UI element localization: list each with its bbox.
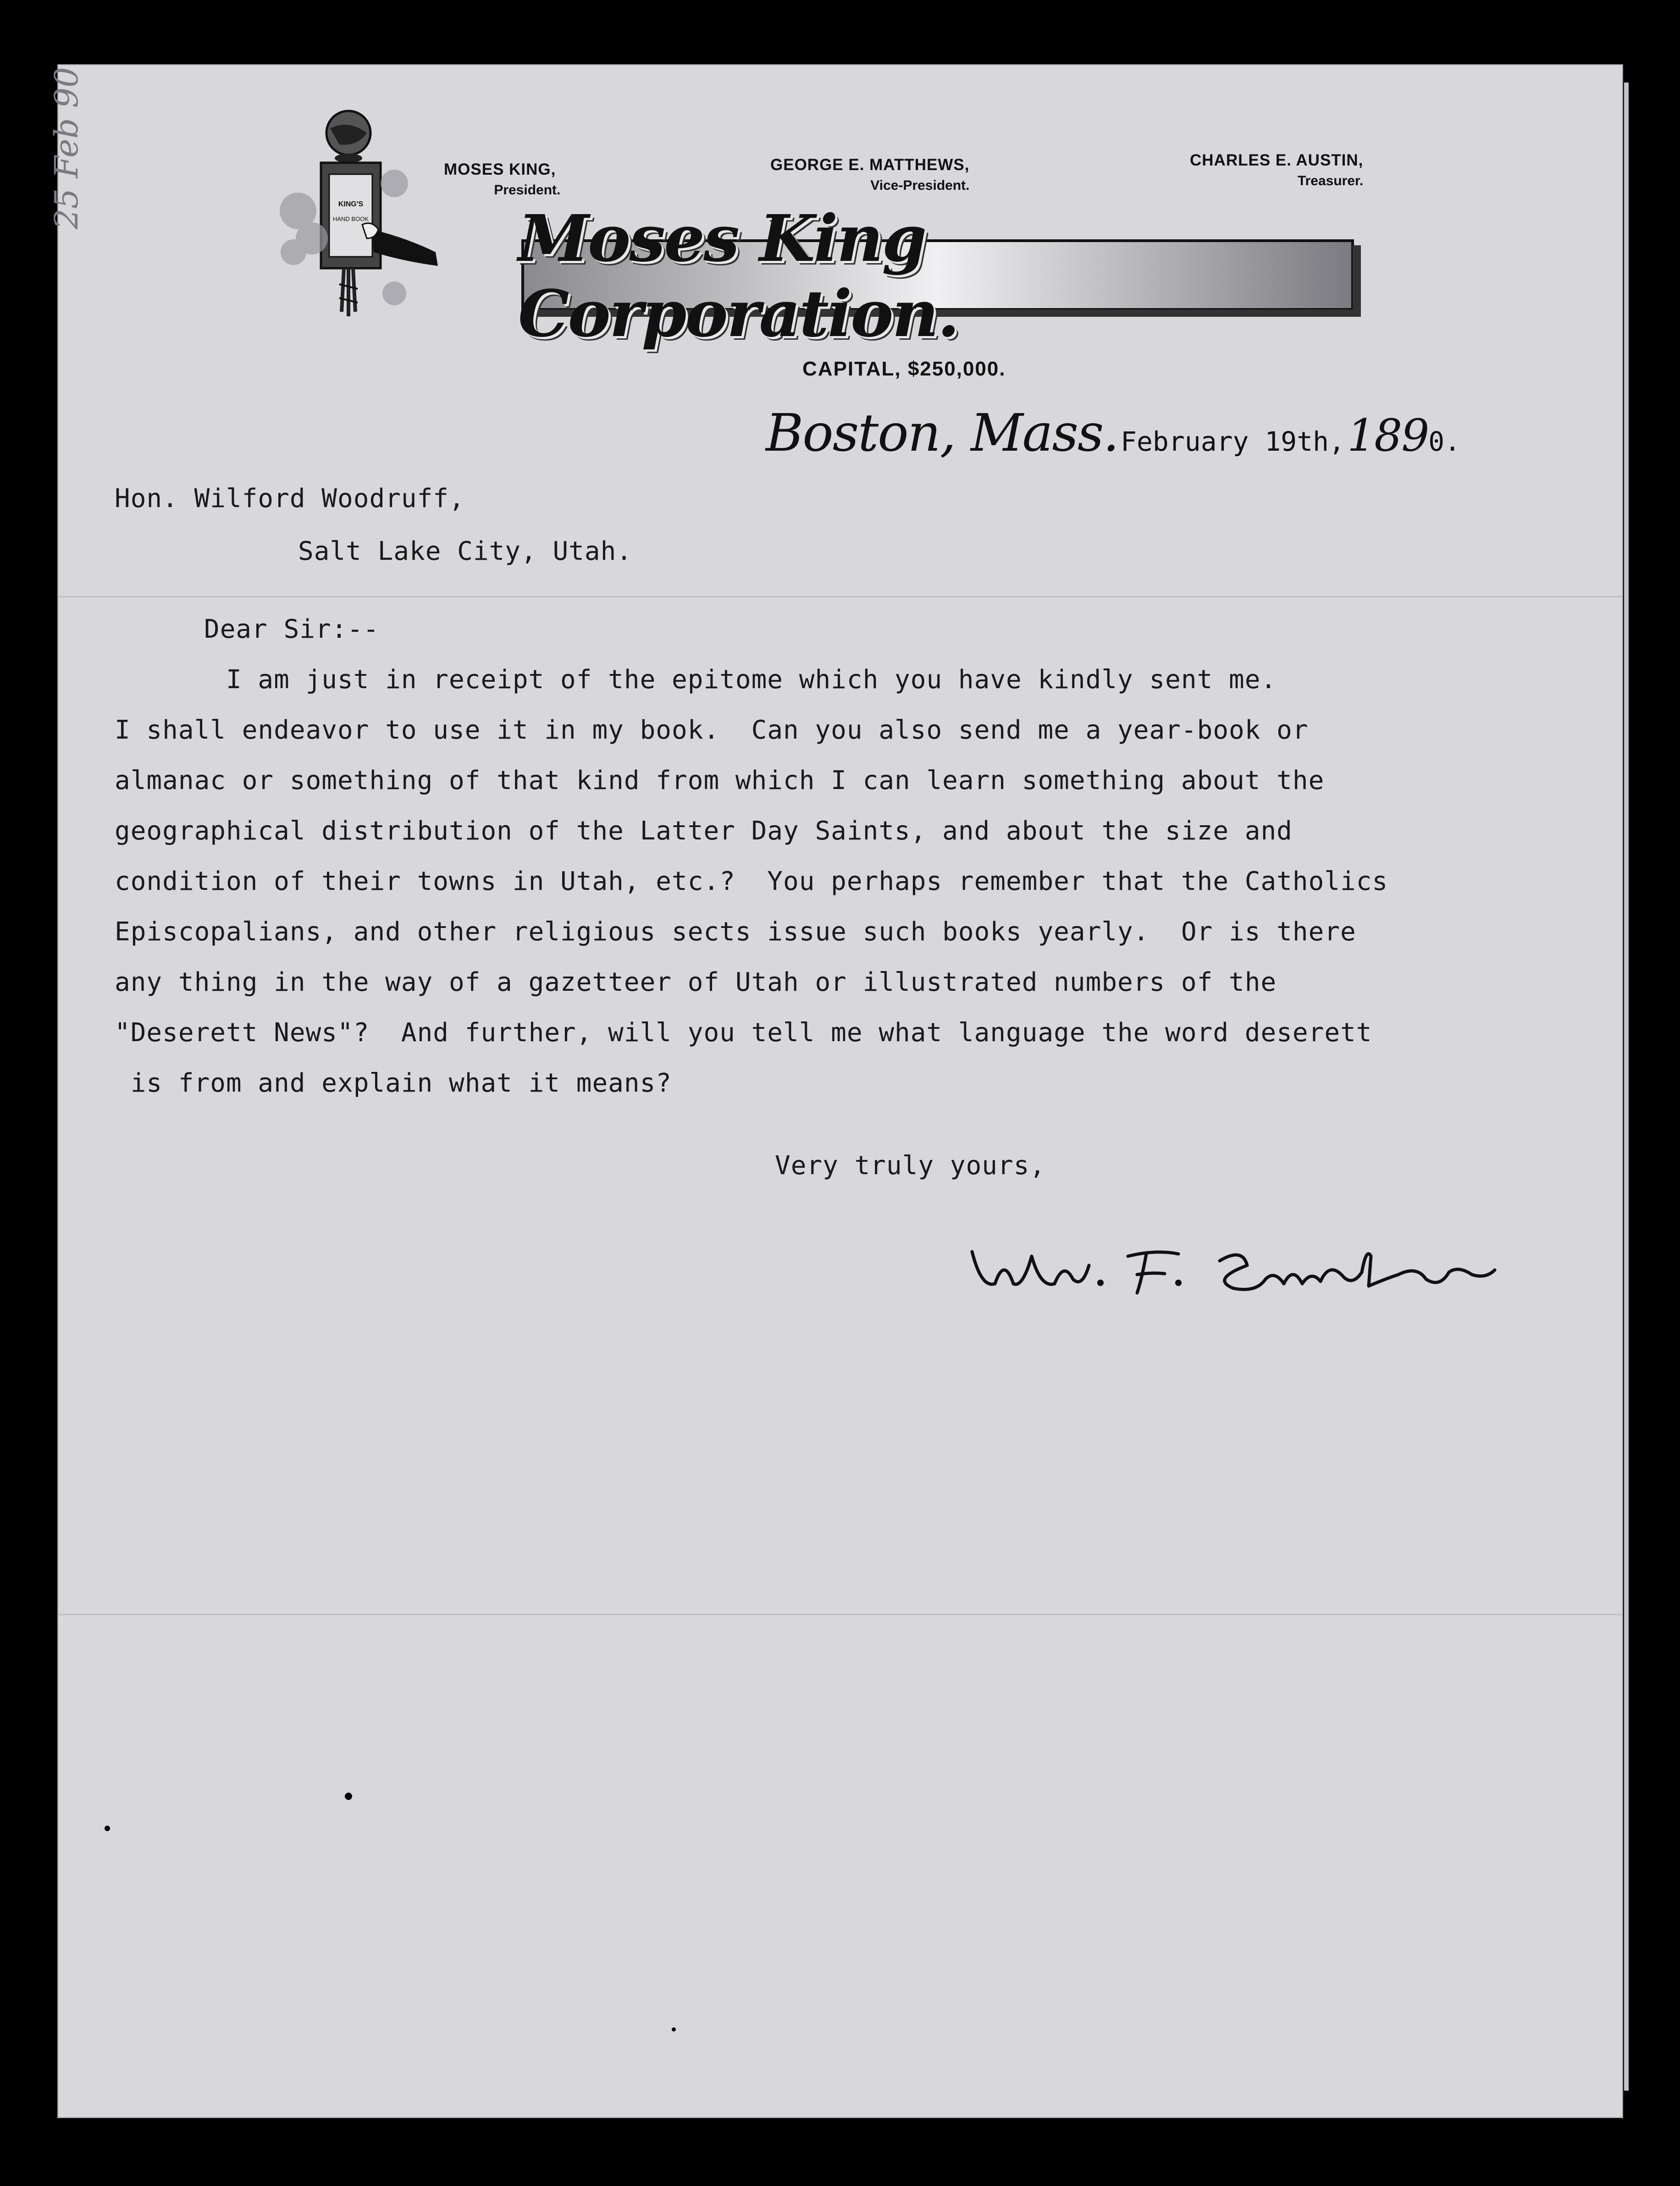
emblem-label: KING'S (338, 200, 364, 208)
officer-name: CHARLES E. AUSTIN, (1190, 151, 1364, 169)
company-name: Moses King Corporation. (518, 201, 959, 352)
scan-speck (345, 1793, 352, 1800)
recipient-name: Hon. Wilford Woodruff, (115, 484, 465, 513)
body-line: almanac or something of that kind from which I can learn something about the (115, 766, 1325, 795)
officer-vice-president (770, 156, 969, 193)
dateline-place: Boston, Mass. (766, 403, 1118, 463)
body-line: condition of their towns in Utah, etc.? You perhaps remember that the Catholics (115, 867, 1388, 896)
body-line: any thing in the way of a gazetteer of Utah or illustrated numbers of the (115, 967, 1277, 997)
body-line: I am just in receipt of the epitome which you have kindly sent me. (115, 665, 1277, 695)
dateline (766, 403, 1460, 463)
scan-speck (105, 1826, 110, 1831)
closing: Very truly yours, (775, 1151, 1046, 1181)
dateline-date: February 19th, (1121, 426, 1345, 457)
officer-title: President. (494, 182, 561, 198)
recipient-address: Salt Lake City, Utah. (298, 536, 633, 566)
fold-line (57, 1614, 1623, 1615)
capital-line: CAPITAL, $250,000. (802, 358, 1006, 380)
globe-book-emblem (257, 101, 449, 394)
scan-speck (672, 2027, 676, 2031)
fold-line (57, 596, 1623, 597)
officer-president (444, 160, 561, 198)
body-line: geographical distribution of the Latter Day Saints, and about the size and (115, 816, 1293, 846)
salutation: Dear Sir:-- (204, 614, 379, 644)
dateline-year-prefix: 189 (1347, 410, 1429, 461)
archive-note: 25 Feb 90 (48, 67, 85, 229)
officer-title: Treasurer. (1297, 173, 1364, 188)
body-line: I shall endeavor to use it in my book. Can you also send me a year-book or (115, 715, 1309, 745)
body-line: "Deserett News"? And further, will you tell me what language the word deserett (115, 1018, 1372, 1048)
bleed-through-mark (610, 1793, 1096, 1861)
officer-treasurer (1190, 151, 1363, 189)
officer-name: GEORGE E. MATTHEWS, (770, 156, 970, 174)
officer-title: Vice-President. (870, 178, 970, 193)
dateline-year-suffix: 0. (1428, 426, 1461, 457)
handwritten-signature (963, 1229, 1504, 1302)
emblem-label: HAND BOOK (332, 215, 369, 222)
sheet-edge (1624, 83, 1629, 2091)
body-line: is from and explain what it means? (115, 1068, 672, 1098)
officer-name: MOSES KING, (444, 160, 556, 178)
body-line: Episcopalians, and other religious sects issue such books yearly. Or is there (115, 917, 1356, 947)
